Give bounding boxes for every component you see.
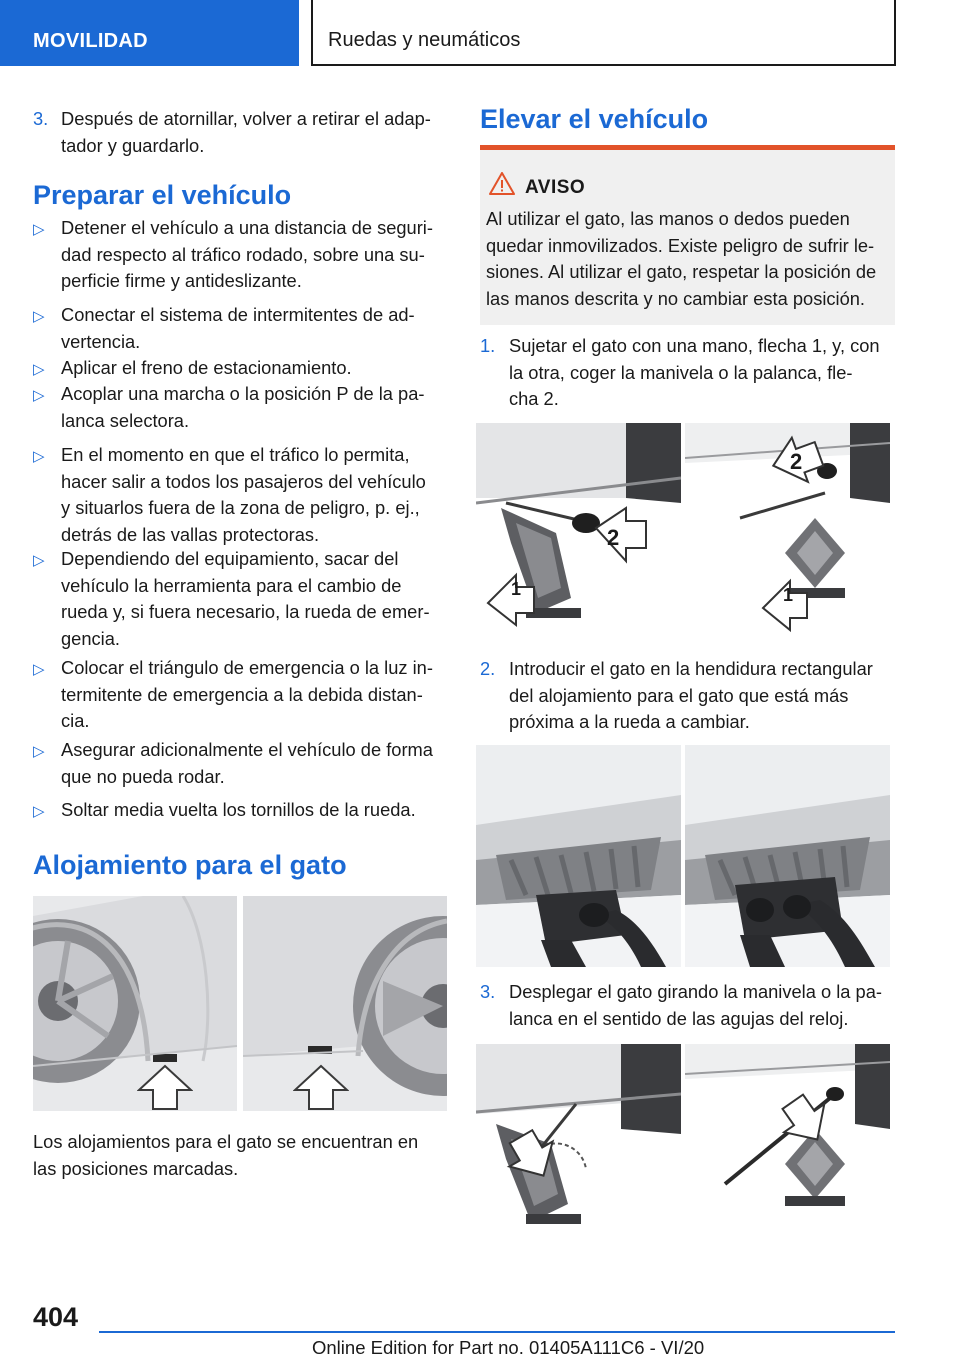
step-text: Después de atornillar, volver a retirar el adap- tador y guardarlo.: [61, 108, 431, 156]
jack-hold-image-right: [685, 423, 890, 635]
bullet-item: [33, 797, 447, 824]
arrow-up-icon: [293, 1064, 349, 1111]
bullet-marker-icon: ▷: [33, 661, 45, 678]
step-number: 3.: [33, 108, 49, 129]
arrow-label-2: 2: [790, 449, 803, 474]
bullet-marker-icon: ▷: [33, 221, 45, 238]
arrow-label-2: 2: [607, 525, 620, 550]
step-number: 2.: [480, 658, 496, 679]
bullet-text: En el momento en que el tráfico lo permita, hacer salir a todos los pasajeros del vehículo y situarlos fuera de la zona de peligro, p. ej., detrás de las vallas protectoras.: [61, 444, 426, 545]
jack-crank-image-right: [685, 1044, 890, 1230]
warning-notice: [480, 145, 895, 325]
step-3-left: [33, 106, 447, 159]
step-3-right: [480, 979, 895, 1032]
header-title: Ruedas y neumáticos: [328, 29, 521, 51]
bullet-text: Detener el vehículo a una distancia de seguri- dad respecto al tráfico rodado, sobre una su- perficie firme y antideslizante.: [61, 217, 433, 291]
bullet-item: [33, 302, 447, 355]
step-number: 1.: [480, 335, 496, 356]
bullet-marker-icon: ▷: [33, 803, 45, 820]
footer-rule: [99, 1331, 895, 1333]
jack-hold-image-left: [476, 423, 681, 635]
arrow-up-icon: [137, 1064, 193, 1111]
notice-body: Al utilizar el gato, las manos o dedos pueden quedar inmovilizados. Existe peligro de sufrir le- siones. Al utilizar el gato, respetar la posición de las manos descrita y no cambiar esta posición.: [486, 208, 877, 309]
bullet-marker-icon: ▷: [33, 387, 45, 404]
notice-title: AVISO: [525, 177, 586, 198]
arrow-label-1: 1: [783, 585, 794, 605]
bullet-item: [33, 215, 447, 295]
bullet-text: Asegurar adicionalmente el vehículo de forma que no pueda rodar.: [61, 739, 433, 787]
step-1: [480, 333, 895, 413]
bullet-item: [33, 381, 447, 434]
bullet-text: Dependiendo del equipamiento, sacar del vehículo la herramienta para el cambio de rueda y, si fuera necesario, la rueda de emer- gencia.: [61, 548, 430, 649]
step-text: Introducir el gato en la hendidura rectangular del alojamiento para el gato que está más próxima a la rueda a cambiar.: [509, 658, 873, 732]
jack-point-rear-image: [243, 896, 447, 1111]
header-title-box: [311, 0, 896, 66]
heading-alojamiento: Alojamiento para el gato: [33, 850, 347, 880]
page-number: 404: [33, 1302, 79, 1332]
bullet-item: [33, 737, 447, 790]
header-section-label: MOVILIDAD: [33, 30, 148, 52]
jack-caption: Los alojamientos para el gato se encuentran en las posiciones marcadas.: [33, 1131, 419, 1179]
jack-point-front-image: [33, 896, 237, 1111]
jack-insert-image-left: [476, 745, 681, 967]
bullet-marker-icon: ▷: [33, 361, 45, 378]
bullet-text: Colocar el triángulo de emergencia o la luz in- termitente de emergencia a la debida distan- cia.: [61, 657, 433, 731]
warning-triangle-icon: [489, 172, 515, 195]
bullet-marker-icon: ▷: [33, 308, 45, 325]
jack-insert-image-right: [685, 745, 890, 967]
step-number: 3.: [480, 981, 496, 1002]
bullet-item: [33, 442, 447, 548]
step-text: Sujetar el gato con una mano, flecha 1, y, con la otra, coger la manivela o la palanca, fle- cha 2.: [509, 335, 880, 409]
heading-elevar: Elevar el vehículo: [480, 104, 709, 134]
step-2: [480, 656, 895, 736]
header-section-tab: [0, 0, 299, 66]
bullet-marker-icon: ▷: [33, 448, 45, 465]
bullet-text: Acoplar una marcha o la posición P de la pa- lanca selectora.: [61, 383, 425, 431]
bullet-text: Conectar el sistema de intermitentes de ad- vertencia.: [61, 304, 415, 352]
bullet-text: Aplicar el freno de estacionamiento.: [61, 357, 352, 378]
arrow-label-1: 1: [511, 579, 522, 599]
bullet-marker-icon: ▷: [33, 552, 45, 569]
step-text: Desplegar el gato girando la manivela o la pa- lanca en el sentido de las agujas del reloj.: [509, 981, 882, 1029]
jack-crank-image-left: [476, 1044, 681, 1230]
footer-edition: Online Edition for Part no. 01405A111C6 - VI/20: [312, 1337, 705, 1358]
bullet-item: [33, 355, 447, 382]
bullet-item: [33, 655, 447, 735]
bullet-item: [33, 546, 447, 652]
bullet-text: Soltar media vuelta los tornillos de la rueda.: [61, 799, 416, 820]
heading-preparar: Preparar el vehículo: [33, 180, 292, 210]
bullet-marker-icon: ▷: [33, 743, 45, 760]
